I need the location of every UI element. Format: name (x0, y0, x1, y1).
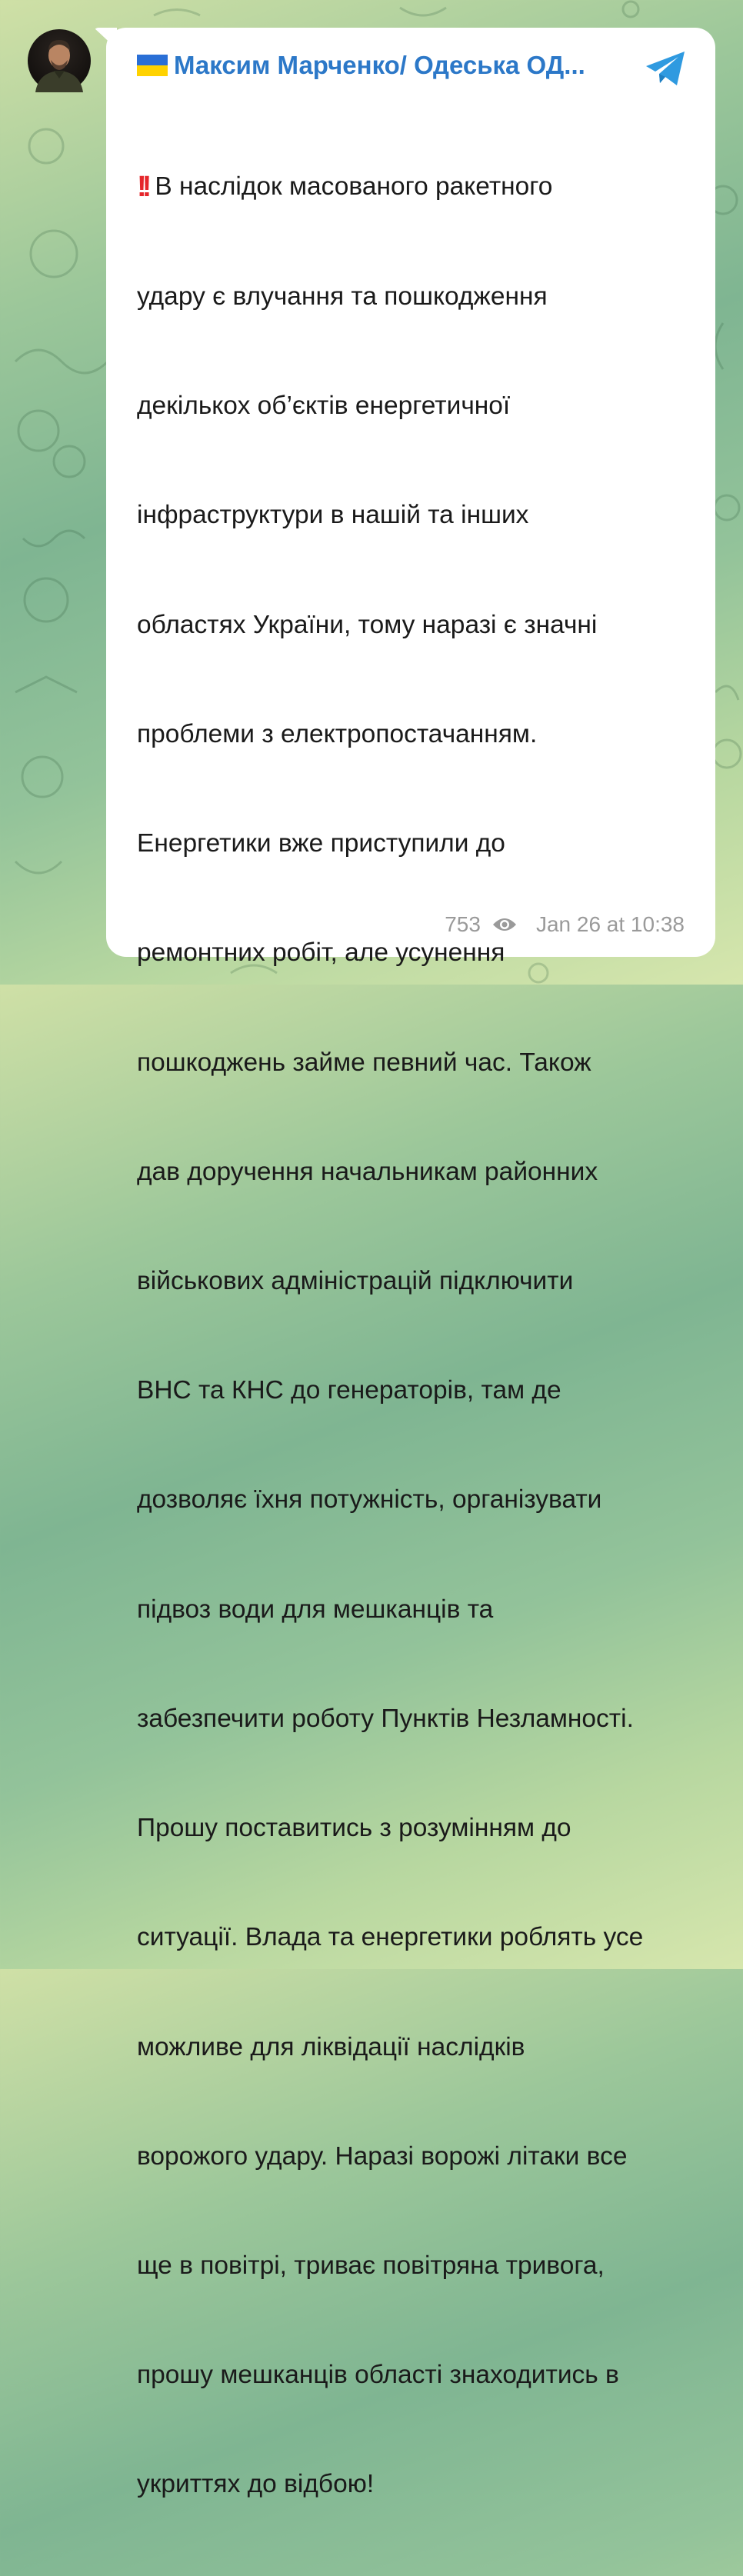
ukraine-flag-icon (137, 55, 168, 76)
message-line: Енергетики вже приступили до (137, 829, 505, 858)
avatar-photo (28, 29, 91, 92)
message-line: прошу мешканців області знаходитись в (137, 2361, 619, 2390)
message-line: ще в повітрі, триває повітряна тривога, (137, 2251, 605, 2280)
message-line: !! В наслідок масованого ракетного (137, 168, 691, 205)
message-line: укриттях до відбою! (137, 2470, 375, 2499)
message-line: ворожого удару. Наразі ворожі літаки все (137, 2141, 628, 2171)
message-header (137, 51, 629, 80)
eye-icon (491, 915, 518, 934)
message-bubble[interactable] (106, 28, 715, 2499)
message-meta (445, 912, 685, 937)
message-line: військових адміністрацій підключити (137, 1267, 574, 1295)
message-line: забезпечити роботу Пунктів Незламності. (137, 1704, 634, 1733)
message-line: удару є влучання та пошкодження (137, 282, 548, 312)
message-timestamp: Jan 26 at 10:38 (535, 912, 685, 936)
message-line: інфраструктури в нашій та інших (137, 501, 529, 530)
telegram-share-icon[interactable] (643, 49, 688, 88)
channel-name[interactable]: Максим Марченко/ Одеська ОД... (174, 51, 585, 79)
message-text (137, 95, 691, 2576)
message-line: можливе для ліквідації наслідків (137, 2032, 525, 2061)
message-line: ремонтних робіт, але усунення (137, 938, 505, 968)
view-count: 753 (445, 912, 481, 936)
message-line: областях України, тому наразі є значні (137, 610, 598, 639)
double-exclamation-icon: !! (137, 170, 148, 203)
message-line: декількох об’єктів енергетичної (137, 392, 511, 421)
message-line: проблеми з електропостачанням. (137, 719, 538, 748)
message-line: підвоз води для мешканців та (137, 1595, 494, 1624)
message-line: дав доручення начальникам районних (137, 1157, 598, 1186)
message-line: Прошу поставитись з розумінням до (137, 1814, 571, 1843)
channel-avatar[interactable] (28, 29, 91, 92)
message-line: пошкоджень займе певний час. Також (137, 1048, 591, 1077)
message-line: ситуації. Влада та енергетики роблять усе (137, 1923, 644, 1952)
message-line: дозволяє їхня потужність, організувати (137, 1485, 602, 1515)
message-line: ВНС та КНС до генераторів, там де (137, 1376, 561, 1405)
